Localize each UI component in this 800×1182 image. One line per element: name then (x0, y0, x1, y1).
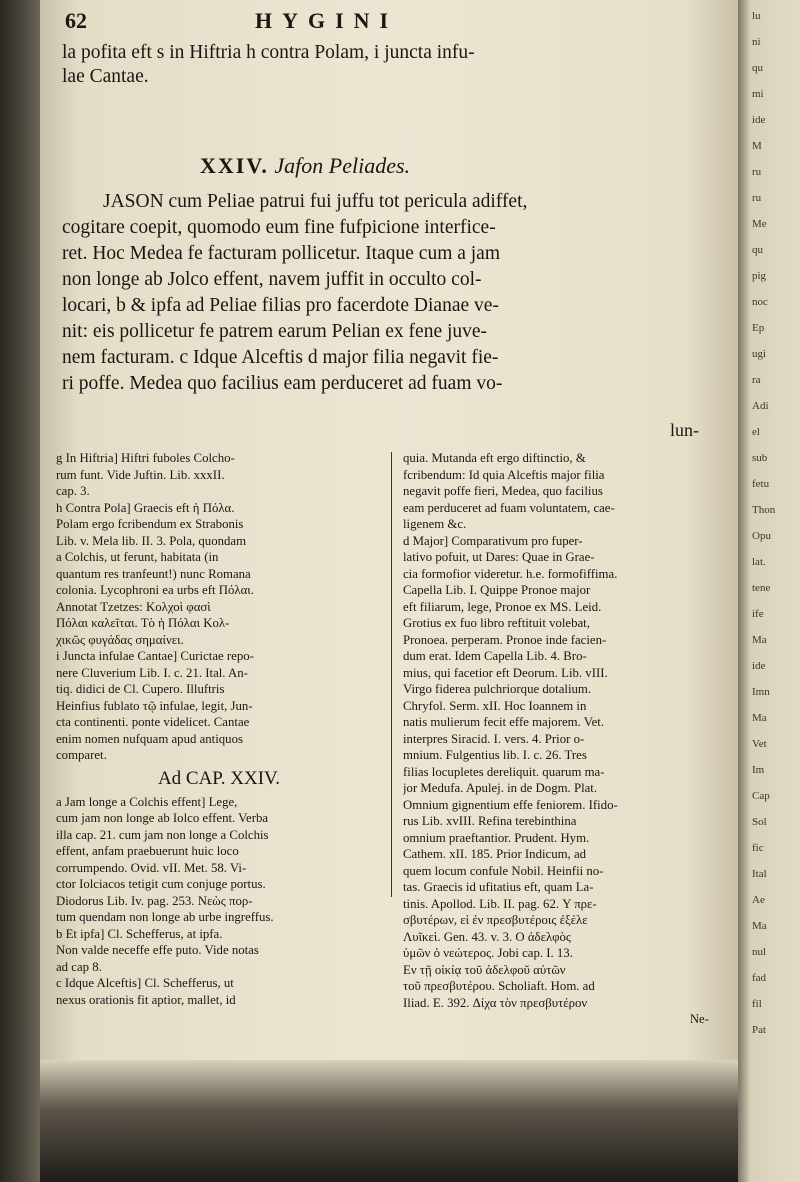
note-line: Πόλαι καλεῖται. Τὸ ἡ Πόλαι Κολ- (56, 616, 230, 630)
note-line: Non valde neceffe effe puto. Vide notas (56, 943, 259, 957)
note-line: tum quendam non longe ab urbe ingreffus. (56, 910, 274, 924)
note-line: ctor Iolciacos tetigit cum conjuge portus. (56, 877, 266, 891)
body-line: JASON cum Peliae patrui fui juffu tot pericula adiffet, (103, 191, 528, 212)
adjacent-page-fragment: mi (752, 88, 764, 100)
adjacent-page-fragment: sub (752, 452, 768, 464)
note-line: g In Hiftria] Hiftri fuboles Colcho- (56, 451, 235, 465)
note-line: nexus orationis fit aptior, mallet, id (56, 992, 236, 1007)
note-line: omnium praeftantior. Prudent. Hym. (403, 830, 590, 845)
note-line: c Idque Alceftis] Cl. Schefferus, ut (56, 976, 234, 990)
note-line: Iliad. E. 392. Δίχα τὸν πρεσβυτέρον (403, 995, 588, 1010)
note-line: χικῶς φυγάδας σημαίνει. (56, 632, 184, 647)
note-line: cum jam non longe ab Iolco effent. Verba (56, 811, 269, 825)
adjacent-page-fragment: Cap (752, 790, 770, 802)
adjacent-page-fragment: pig (752, 270, 767, 282)
note-line: ligenem &c. (403, 517, 467, 531)
note-line: Omnium gignentium effe feniorem. Ifido- (403, 797, 618, 812)
note-line: Virgo fiderea pulchriorque dotalium. (403, 682, 592, 696)
note-line: colonia. Lycophroni ea urbs eft Πόλαι. (56, 583, 254, 597)
note-line: Pronoea. perperam. Pronoe inde facien- (403, 632, 607, 647)
adjacent-page-edge (738, 0, 800, 1182)
note-line: eft filiarum, lege, Pronoe ex MS. Leid. (403, 599, 602, 614)
chapter-name: Jafon Peliades. (274, 153, 411, 178)
adjacent-page-fragment: lat. (752, 556, 766, 568)
note-line: σβυτέρων, εἰ ἐν πρεσβυτέροις ἐξέλε (403, 913, 588, 927)
adjacent-page-fragment: M (752, 140, 762, 152)
body-line: nit: eis pollicetur fe patrem earum Pelian ex fene juve- (62, 321, 488, 342)
adjacent-page-fragment: ru (752, 166, 762, 178)
adjacent-page-fragment: Me (752, 218, 767, 230)
note-line: Λυῖκεὶ. Gen. 43. v. 3. Ο ἀδελφὸς (403, 929, 572, 944)
adjacent-page-fragment: fic (752, 842, 764, 854)
note-line: d Major] Comparativum pro fuper- (403, 533, 583, 548)
page-header (65, 8, 715, 34)
note-line: natis mulierum fecit effe majorem. Vet. (403, 715, 605, 729)
body-line: cogitare coepit, quomodo eum fine fufpicione interfice- (62, 217, 496, 238)
note-line: lativo pofuit, ut Dares: Quae in Grae- (403, 550, 595, 564)
note-line: nere Cluverium Lib. I. c. 21. Ital. An- (56, 665, 248, 680)
note-line: cap. 3. (56, 484, 90, 498)
right-catchword: Ne- (689, 1012, 709, 1026)
book-page (40, 0, 740, 1182)
note-line: Lib. v. Mela lib. II. 3. Pola, quondam (56, 533, 247, 548)
page-number: 62 (65, 8, 87, 33)
note-line: tinis. Apollod. Lib. II. pag. 62. Υ πρε- (403, 896, 597, 911)
note-line: b Et ipfa] Cl. Schefferus, at ipfa. (56, 926, 223, 941)
adjacent-page-fragment: Pat (752, 1024, 767, 1036)
adjacent-page-fragment: ide (752, 660, 766, 672)
note-line: tas. Graecis id ufitatius eft, quam La- (403, 880, 594, 894)
body-line: non longe ab Jolco effent, navem juffit in occulto col- (62, 269, 482, 290)
adjacent-page-fragment: ide (752, 114, 766, 126)
note-line: jor Medufa. Apulej. in de Dogm. Plat. (403, 781, 598, 795)
adjacent-page-fragment: fetu (752, 478, 770, 490)
adjacent-page-fragment: qu (752, 244, 763, 256)
note-line: cia formofior videretur. h.e. formofiffima. (403, 566, 618, 581)
note-line: eam perduceret ad fuam voluntatem, cae- (403, 500, 615, 515)
adjacent-page-fragment: Ep (752, 322, 765, 334)
notes-section-heading: Ad CAP. XXIV. (157, 767, 281, 789)
notes-left-column (56, 450, 382, 1008)
note-line: Εν τῇ οἰκίᾳ τοῦ ἀδελφοῦ αὐτῶν (403, 962, 566, 977)
adjacent-page-fragment: ife (752, 608, 764, 620)
note-line: Annotat Tzetzes: Κολχοὶ φασὶ (56, 599, 211, 614)
note-line: comparet. (56, 748, 107, 762)
adjacent-page-fragment: qu (752, 62, 763, 74)
note-line: Diodorus Lib. Iv. pag. 253. Νεὼς πορ- (56, 893, 253, 908)
adjacent-page-fragment: ru (752, 192, 762, 204)
note-line: rum funt. Vide Juftin. Lib. xxxII. (56, 467, 225, 482)
note-line: a Colchis, ut ferunt, habitata (in (56, 550, 219, 564)
adjacent-page-fragment: ni (752, 36, 761, 48)
opening-line: la pofita eft s in Hiftria h contra Polam, i juncta infu- (62, 42, 475, 63)
adjacent-page-fragment: noc (752, 296, 768, 308)
adjacent-page-fragment: Thon (752, 504, 776, 516)
adjacent-page-fragment: Im (752, 764, 765, 776)
note-line: quia. Mutanda eft ergo diftinctio, & (403, 451, 586, 465)
note-line: cta continenti. ponte videlicet. Cantae (56, 715, 250, 729)
note-line: Heinfius fublato τῷ infulae, legit, Jun- (56, 698, 253, 713)
adjacent-page-fragment: Ma (752, 634, 767, 646)
note-line: fcribendum: Id quia Alceftis major filia (403, 467, 605, 482)
note-line: effent, anfam praebuerunt huic loco (56, 844, 239, 858)
notes-right-column (403, 450, 729, 1028)
note-line: rus Lib. xvIII. Refina terebinthina (403, 814, 577, 828)
note-line: negavit poffe fieri, Medea, quo facilius (403, 484, 603, 498)
note-line: h Contra Pola] Graecis eft ἡ Πόλα. (56, 500, 235, 515)
running-head: HYGINI (255, 8, 399, 33)
note-line: mnium. Fulgentius lib. I. c. 26. Tres (403, 748, 587, 762)
note-line: Capella Lib. I. Quippe Pronoe major (403, 583, 591, 597)
adjacent-page-fragment: Ital (752, 868, 767, 880)
adjacent-page-fragment: tene (752, 582, 771, 594)
adjacent-page-fragment: ra (752, 374, 761, 386)
chapter-title (200, 153, 410, 179)
note-line: illa cap. 21. cum jam non longe a Colchis (56, 827, 269, 842)
note-line: tiq. didici de Cl. Cupero. Illuftris (56, 682, 225, 696)
note-line: quem locum confule Nobil. Heinfii no- (403, 863, 604, 878)
note-line: a Jam longe a Colchis effent] Lege, (56, 794, 238, 809)
note-line: dum erat. Idem Capella Lib. 4. Bro- (403, 649, 587, 663)
adjacent-page-fragment: Opu (752, 530, 771, 542)
adjacent-page-fragment: Vet (752, 738, 767, 750)
opening-line: lae Cantae. (62, 66, 149, 87)
body-line: nem facturam. c Idque Alceftis d major filia negavit fie- (62, 347, 499, 368)
adjacent-page-fragment: Ma (752, 920, 767, 932)
note-line: mius, qui facetior eft Deorum. Lib. vIII. (403, 665, 608, 680)
note-line: corrumpendo. Ovid. vII. Met. 58. Vi- (56, 860, 247, 875)
note-line: filias locupletes dereliquit. quarum ma- (403, 764, 605, 779)
note-line: Cathem. xII. 185. Prior Indicum, ad (403, 847, 587, 861)
page-bottom-shadow (40, 1060, 740, 1182)
note-line: Polam ergo fcribendum ex Strabonis (56, 517, 244, 531)
adjacent-page-fragment: Adi (752, 400, 769, 412)
column-divider (391, 452, 392, 897)
adjacent-page-fragment: el (752, 426, 760, 438)
chapter-number: XXIV. (200, 153, 269, 178)
adjacent-page-fragment: fil (752, 998, 762, 1010)
note-line: enim nomen nufquam apud antiquos (56, 731, 243, 746)
body-line: ri poffe. Medea quo facilius eam perduceret ad fuam vo- (62, 373, 503, 394)
note-line: i Juncta infulae Cantae] Curictae repo- (56, 649, 254, 663)
note-line: ad cap 8. (56, 959, 102, 974)
adjacent-page-fragment: Imn (752, 686, 770, 698)
note-line: τοῦ πρεσβυτέρου. Scholiaft. Hom. ad (403, 979, 595, 993)
adjacent-page-fragment: lu (752, 10, 761, 22)
body-line: ret. Hoc Medea fe facturam pollicetur. Itaque cum a jam (62, 243, 501, 264)
adjacent-page-fragment: ugi (752, 348, 767, 360)
note-line: ὑμῶν ὁ νεώτερος. Jobi cap. I. 13. (403, 946, 573, 960)
note-line: Grotius ex fuo libro reftituit volebat, (403, 616, 590, 630)
adjacent-page-fragment: Sol (752, 816, 767, 828)
note-line: interpres Siracid. I. vers. 4. Prior o- (403, 731, 585, 746)
note-line: Chryfol. Serm. xII. Hoc Ioannem in (403, 698, 587, 713)
body-line: locari, b & ipfa ad Peliae filias pro facerdote Dianae ve- (62, 295, 499, 316)
adjacent-page-fragment: nul (752, 946, 767, 958)
note-line: quantum res tranfeunt!) nunc Romana (56, 566, 251, 581)
adjacent-page-fragment: Ma (752, 712, 767, 724)
adjacent-page-fragment: Ae (752, 894, 765, 906)
catchword: lun- (670, 420, 699, 440)
adjacent-page-fragment: fad (752, 972, 767, 984)
